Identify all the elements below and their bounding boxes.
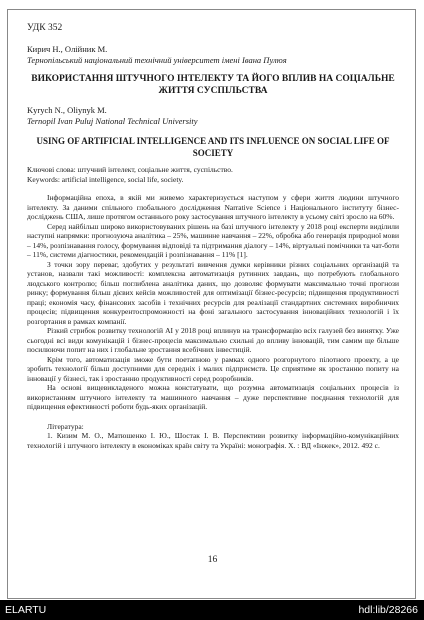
paragraph: Інформаційна епоха, в якій ми живемо характеризується наступом у сфери життя людини штучного інтелекту. За даними спільного глобального дослідження Narrative Science і Національного інституту бізнес-досліджень США, лише протягом останнього року застосування штучного інтелекту в усьому світі зросло на 60%. — [27, 193, 399, 221]
authors-ua: Кирич Н., Олійник М. — [27, 44, 108, 54]
page-number: 16 — [207, 555, 218, 565]
affiliation-ua: Тернопільський національний технічний університет імені Івана Пулюя — [27, 55, 287, 65]
affiliation-en: Ternopil Ivan Puluj National Technical University — [27, 116, 198, 126]
handle-id: hdl:lib/28266 — [358, 604, 418, 616]
page-content — [27, 22, 399, 450]
title-ua: ВИКОРИСТАННЯ ШТУЧНОГО ІНТЕЛЕКТУ ТА ЙОГО ВПЛИВ НА СОЦІАЛЬНЕ ЖИТТЯ СУСПІЛЬСТВА — [31, 74, 395, 96]
references-heading: Література: — [47, 421, 84, 431]
paragraph: З точки зору переваг, здобутих у результаті вивчення думки керівники різних соціальних організацій та установ, назвали такі можливості: комплексна автоматизація рутинних завдань, що потребують глобального людського контролю; більш поглиблена аналітика даних, що дозволяє формувати максимально точні прогнози ринку; формування більш дієвих кейсів можливостей для оптимізації бізнес-ресурсів; підвищення продуктивності праці; економія часу, фінансових засобів і технічних ресурсів для реалізації стандартних системних виробничих процесів; підвищення конкурентоспроможності на фоні загального застосування інноваційних технологій і їх розгортання в рамках компанії. — [27, 259, 399, 326]
paragraph: На основі вищевикладеного можна констатувати, що розумна автоматизація соціальних процесів із використанням штучного інтелекту та машинного навчання – дуже перспективне поєднання технологій для підвищення ефективності роботи будь-яких організацій. — [27, 383, 399, 411]
authors-en: Kyrych N., Oliynyk M. — [27, 105, 107, 115]
paragraph: Різкий стрибок розвитку технологій АІ у 2018 році вплинув на трансформацію всіх галузей без винятку. Уже сьогодні всі види комунікацій і бізнес-процесів максимально схильні до впливу інновацій, тим самим ще більше посилюючи попит на них і глобальне зростання всебічних інвестицій. — [27, 326, 399, 354]
paragraph: Крім того, автоматизація зможе бути поетапною у рамках одного розгорнутого пілотного проекту, а це зробить технології більш доступними для середніх і малих підприємств. Це сприятиме як зростанню попиту на інновації у бізнесі, так і зростанню продуктивності серед розробників. — [27, 354, 399, 383]
keywords-en: Keywords: artificial intelligence, social life, society. — [27, 174, 184, 184]
keywords-ua: Ключові слова: штучний інтелект, соціальне життя, суспільство. — [27, 165, 233, 174]
paragraph: Серед найбільш широко використовуваних рішень на базі штучного інтелекту у 2018 році експерти виділили наступні напрямки: прогнозуюча аналітика – 25%, машинне навчання – 22%, обробка або генерація природної мови – 14%, розпізнавання голосу, формування відповіді та підтримання діалогу – 14%, віртуальні помічники та чат-боти – 11%, системи діагностики, рекомендацій і розпізнавання – 11% [1]. — [27, 221, 399, 259]
document-page — [7, 9, 416, 599]
repository-footer-bar — [0, 600, 424, 620]
udk-code: УДК 352 — [27, 23, 63, 33]
repository-name: ELARTU — [5, 604, 47, 616]
title-en: USING OF ARTIFICIAL INTELLIGENCE AND ITS INFLUENCE ON SOCIAL LIFE OF SOCIETY — [36, 136, 390, 158]
reference-item: 1. Кизим М. О., Матюшенко І. Ю., Шостак І. В. Перспективи розвитку інформаційно-комунікаційних технологій і штучного інтелекту в економіках країн світу та Україні: монографія. Х. : ВД «Інжек», 2012. 492 с. — [27, 431, 399, 450]
